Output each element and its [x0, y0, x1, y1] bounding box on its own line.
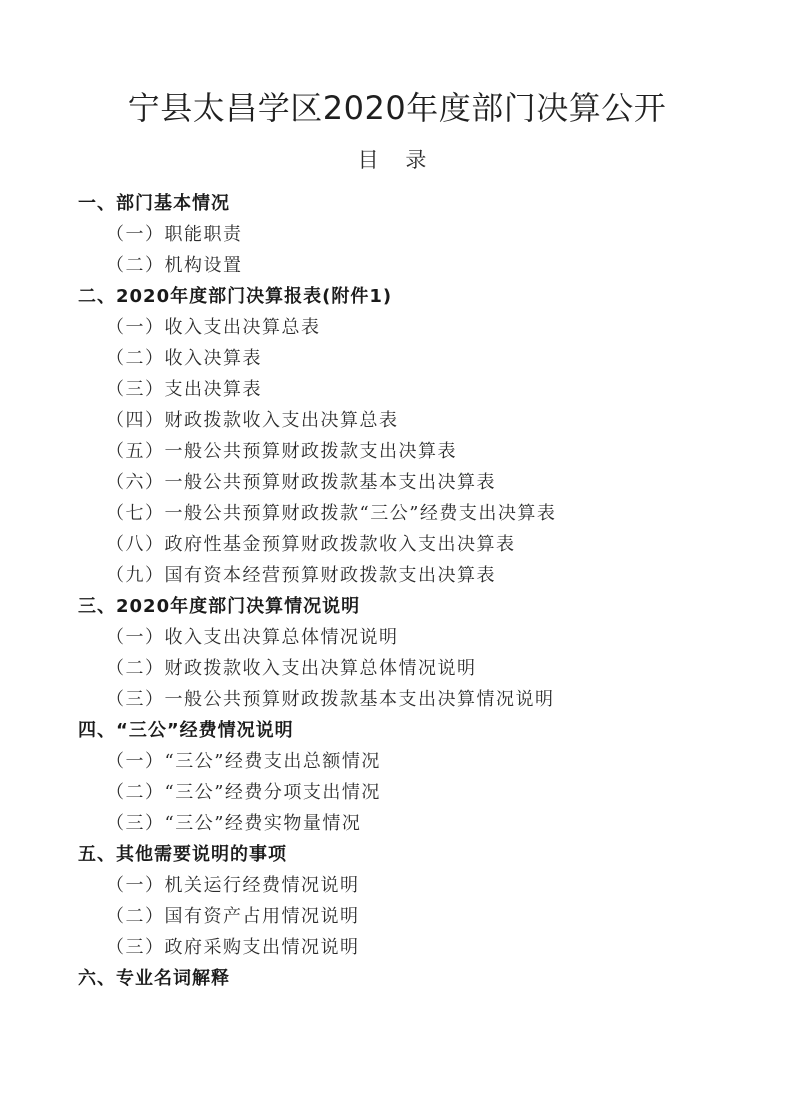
toc-item: （二）财政拨款收入支出决算总体情况说明	[106, 658, 477, 679]
document-title: 宁县太昌学区2020年度部门决算公开	[127, 89, 667, 127]
toc-section-4	[78, 715, 768, 839]
toc-section-3	[78, 591, 768, 715]
toc-item: （六）一般公共预算财政拨款基本支出决算表	[106, 472, 496, 493]
toc-heading: 目 录	[357, 148, 437, 172]
toc-item: （一）“三公”经费支出总额情况	[106, 751, 381, 772]
toc-section-title: 二、2020年度部门决算报表(附件1)	[78, 286, 393, 307]
toc-section-title: 五、其他需要说明的事项	[78, 844, 287, 865]
toc-item: （八）政府性基金预算财政拨款收入支出决算表	[106, 534, 516, 555]
toc-sub-list	[78, 870, 768, 963]
table-of-contents	[78, 188, 768, 994]
toc-item: （三）政府采购支出情况说明	[106, 937, 360, 958]
toc-sub-list	[78, 746, 768, 839]
toc-item: （二）收入决算表	[106, 348, 262, 369]
toc-item: （七）一般公共预算财政拨款“三公”经费支出决算表	[106, 503, 557, 524]
toc-item: （一）机关运行经费情况说明	[106, 875, 360, 896]
toc-section-2	[78, 281, 768, 591]
toc-section-title: 六、专业名词解释	[78, 968, 230, 989]
toc-item: （一）职能职责	[106, 224, 243, 245]
toc-section-title: 三、2020年度部门决算情况说明	[78, 596, 361, 617]
toc-item: （一）收入支出决算总体情况说明	[106, 627, 399, 648]
toc-sub-list	[78, 219, 768, 281]
toc-item: （二）国有资产占用情况说明	[106, 906, 360, 927]
toc-section-1	[78, 188, 768, 281]
toc-section-title: 四、“三公”经费情况说明	[78, 720, 294, 741]
toc-item: （三）支出决算表	[106, 379, 262, 400]
toc-section-6	[78, 963, 768, 994]
toc-sub-list	[78, 312, 768, 591]
toc-item: （三）一般公共预算财政拨款基本支出决算情况说明	[106, 689, 555, 710]
toc-item: （一）收入支出决算总表	[106, 317, 321, 338]
toc-item: （五）一般公共预算财政拨款支出决算表	[106, 441, 457, 462]
toc-section-5	[78, 839, 768, 963]
toc-section-title: 一、部门基本情况	[78, 193, 230, 214]
toc-item: （三）“三公”经费实物量情况	[106, 813, 362, 834]
toc-item: （四）财政拨款收入支出决算总表	[106, 410, 399, 431]
toc-item: （二）“三公”经费分项支出情况	[106, 782, 381, 803]
toc-item: （二）机构设置	[106, 255, 243, 276]
toc-sub-list	[78, 622, 768, 715]
toc-item: （九）国有资本经营预算财政拨款支出决算表	[106, 565, 496, 586]
